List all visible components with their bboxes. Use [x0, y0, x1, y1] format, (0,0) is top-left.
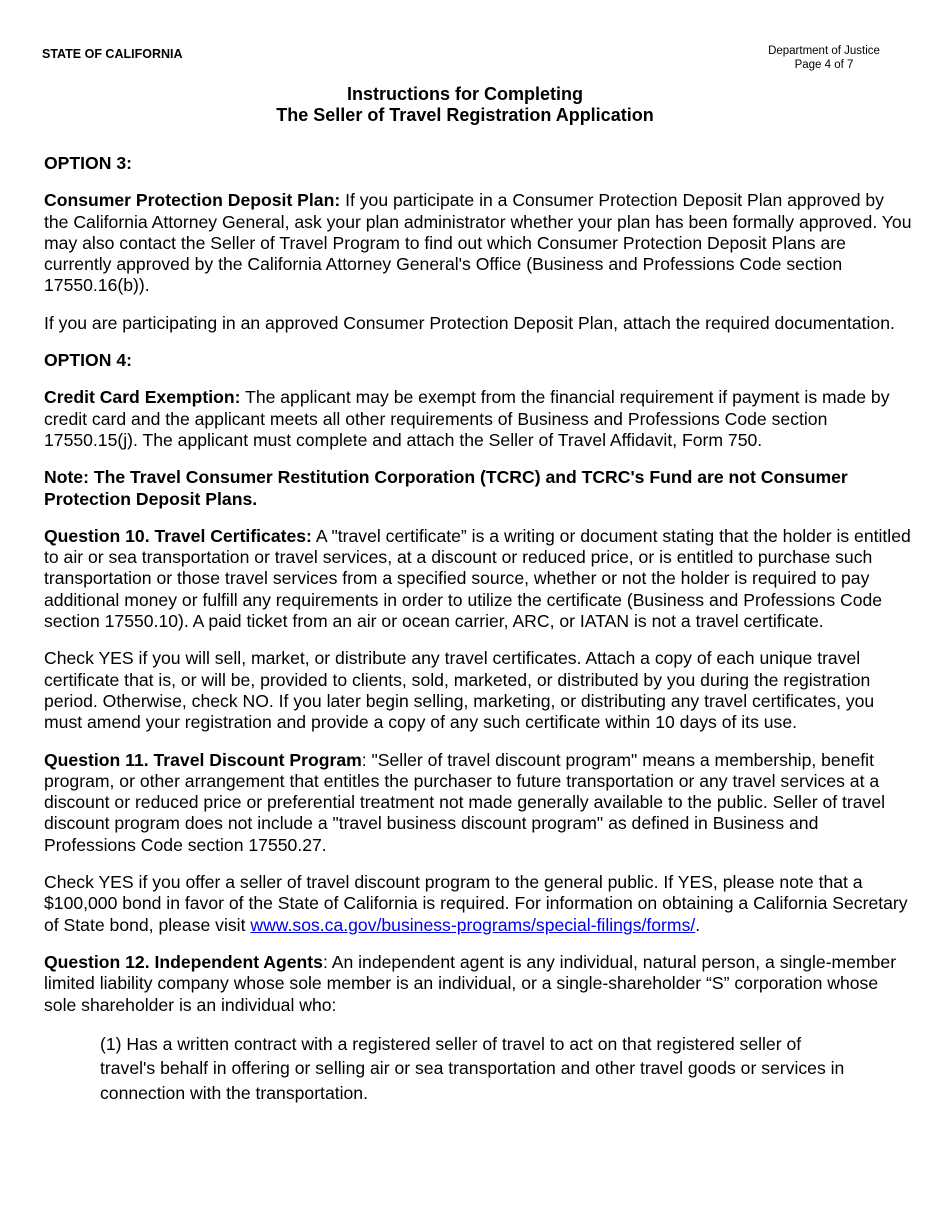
option3-text: If you participate in a Consumer Protection Deposit Plan approved by the California Attorney General, ask your plan administrator whether your plan has been formally approved. You may also contact the Seller of Travel Program to find out which Consumer Protection Deposit Plans are currently approved by the California Attorney General's Office (Business and Professions Code section 17550.16(b)).: [44, 190, 912, 296]
question11-para2-end: .: [695, 914, 701, 935]
option3-heading: OPTION 3:: [44, 153, 132, 173]
option4-paragraph: [44, 387, 912, 451]
question12-text: : An independent agent is any individual, natural person, a single-member limited liability company whose sole member is an individual, or a single-shareholder “S” corporation whose sole shareholder is an individual who:: [44, 951, 897, 1015]
question12-label: Question 12. Independent Agents: [44, 951, 323, 972]
question10-paragraph: [44, 526, 912, 632]
option3-label: Consumer Protection Deposit Plan:: [44, 190, 341, 211]
question11-paragraph-2: [44, 872, 912, 936]
question12-paragraph: [44, 952, 912, 1016]
title-line-1: Instructions for Completing: [347, 84, 583, 104]
page-header: [755, 44, 893, 72]
tcrc-note: Note: The Travel Consumer Restitution Corporation (TCRC) and TCRC's Fund are not Consumer Protection Deposit Plans.: [44, 467, 848, 509]
option3-paragraph: [44, 190, 912, 296]
option4-text: The applicant may be exempt from the financial requirement if payment is made by credit card and the applicant meets all other requirements of Business and Professions Code section 17550.15(j). The applicant must complete and attach the Seller of Travel Affidavit, Form 750.: [44, 387, 890, 450]
title-line-2: The Seller of Travel Registration Application: [276, 105, 654, 125]
question11-label: Question 11. Travel Discount Program: [44, 749, 362, 770]
sos-forms-link[interactable]: www.sos.ca.gov/business-programs/special-filings/forms/: [250, 914, 696, 935]
question10-label: Question 10. Travel Certificates:: [44, 525, 312, 546]
option3-paragraph-2: If you are participating in an approved Consumer Protection Deposit Plan, attach the required documentation.: [44, 312, 895, 333]
document-title: [0, 84, 930, 126]
option4-label: Credit Card Exemption:: [44, 387, 241, 408]
department-label: Department of Justice: [768, 45, 880, 57]
option4-heading: OPTION 4:: [44, 350, 132, 371]
state-header: STATE OF CALIFORNIA: [42, 47, 183, 61]
document-body: [44, 153, 912, 1121]
page-number: Page 4 of 7: [794, 59, 854, 71]
question11-text: : "Seller of travel discount program" means a membership, benefit program, or other arrangement that entitles the purchaser to future transportation or any travel services at a discount or reduced price or preferential treatment not made generally available to the public. Seller of travel discount program does not include a "travel business discount program" as defined in Business and Professions Code section 17550.27.: [44, 749, 886, 855]
question12-item-1: (1) Has a written contract with a registered seller of travel to act on that registered seller of travel's behalf in offering or selling air or sea transportation and other travel goods or services in connection with the transportation.: [100, 1033, 845, 1103]
question11-paragraph: [44, 750, 912, 856]
question11-para2-text: Check YES if you offer a seller of travel discount program to the general public. If YES, please note that a $100,000 bond in favor of the State of California is required. For information on obtaining a California Secretary of State bond, please visit: [44, 872, 908, 935]
question10-text: A "travel certificate” is a writing or document stating that the holder is entitled to air or sea transportation or travel services, at a discount or reduced price, or is entitled to purchase such transportation or those travel services from a specified source, whether or not the holder is required to pay additional money or fulfill any requirements in order to utilize the certificate (Business and Professions Code section 17550.10). A paid ticket from an air or ocean carrier, ARC, or IATAN is not a travel certificate.: [44, 525, 911, 632]
question10-paragraph-2: Check YES if you will sell, market, or distribute any travel certificates. Attach a copy of each unique travel certificate that is, or will be, provided to clients, sold, marketed, or distributed by you during the registration period. Otherwise, check NO. If you later begin selling, marketing, or distributing any travel certificates, you must amend your registration and provide a copy of any such certificate within 10 days of its use.: [44, 648, 875, 733]
